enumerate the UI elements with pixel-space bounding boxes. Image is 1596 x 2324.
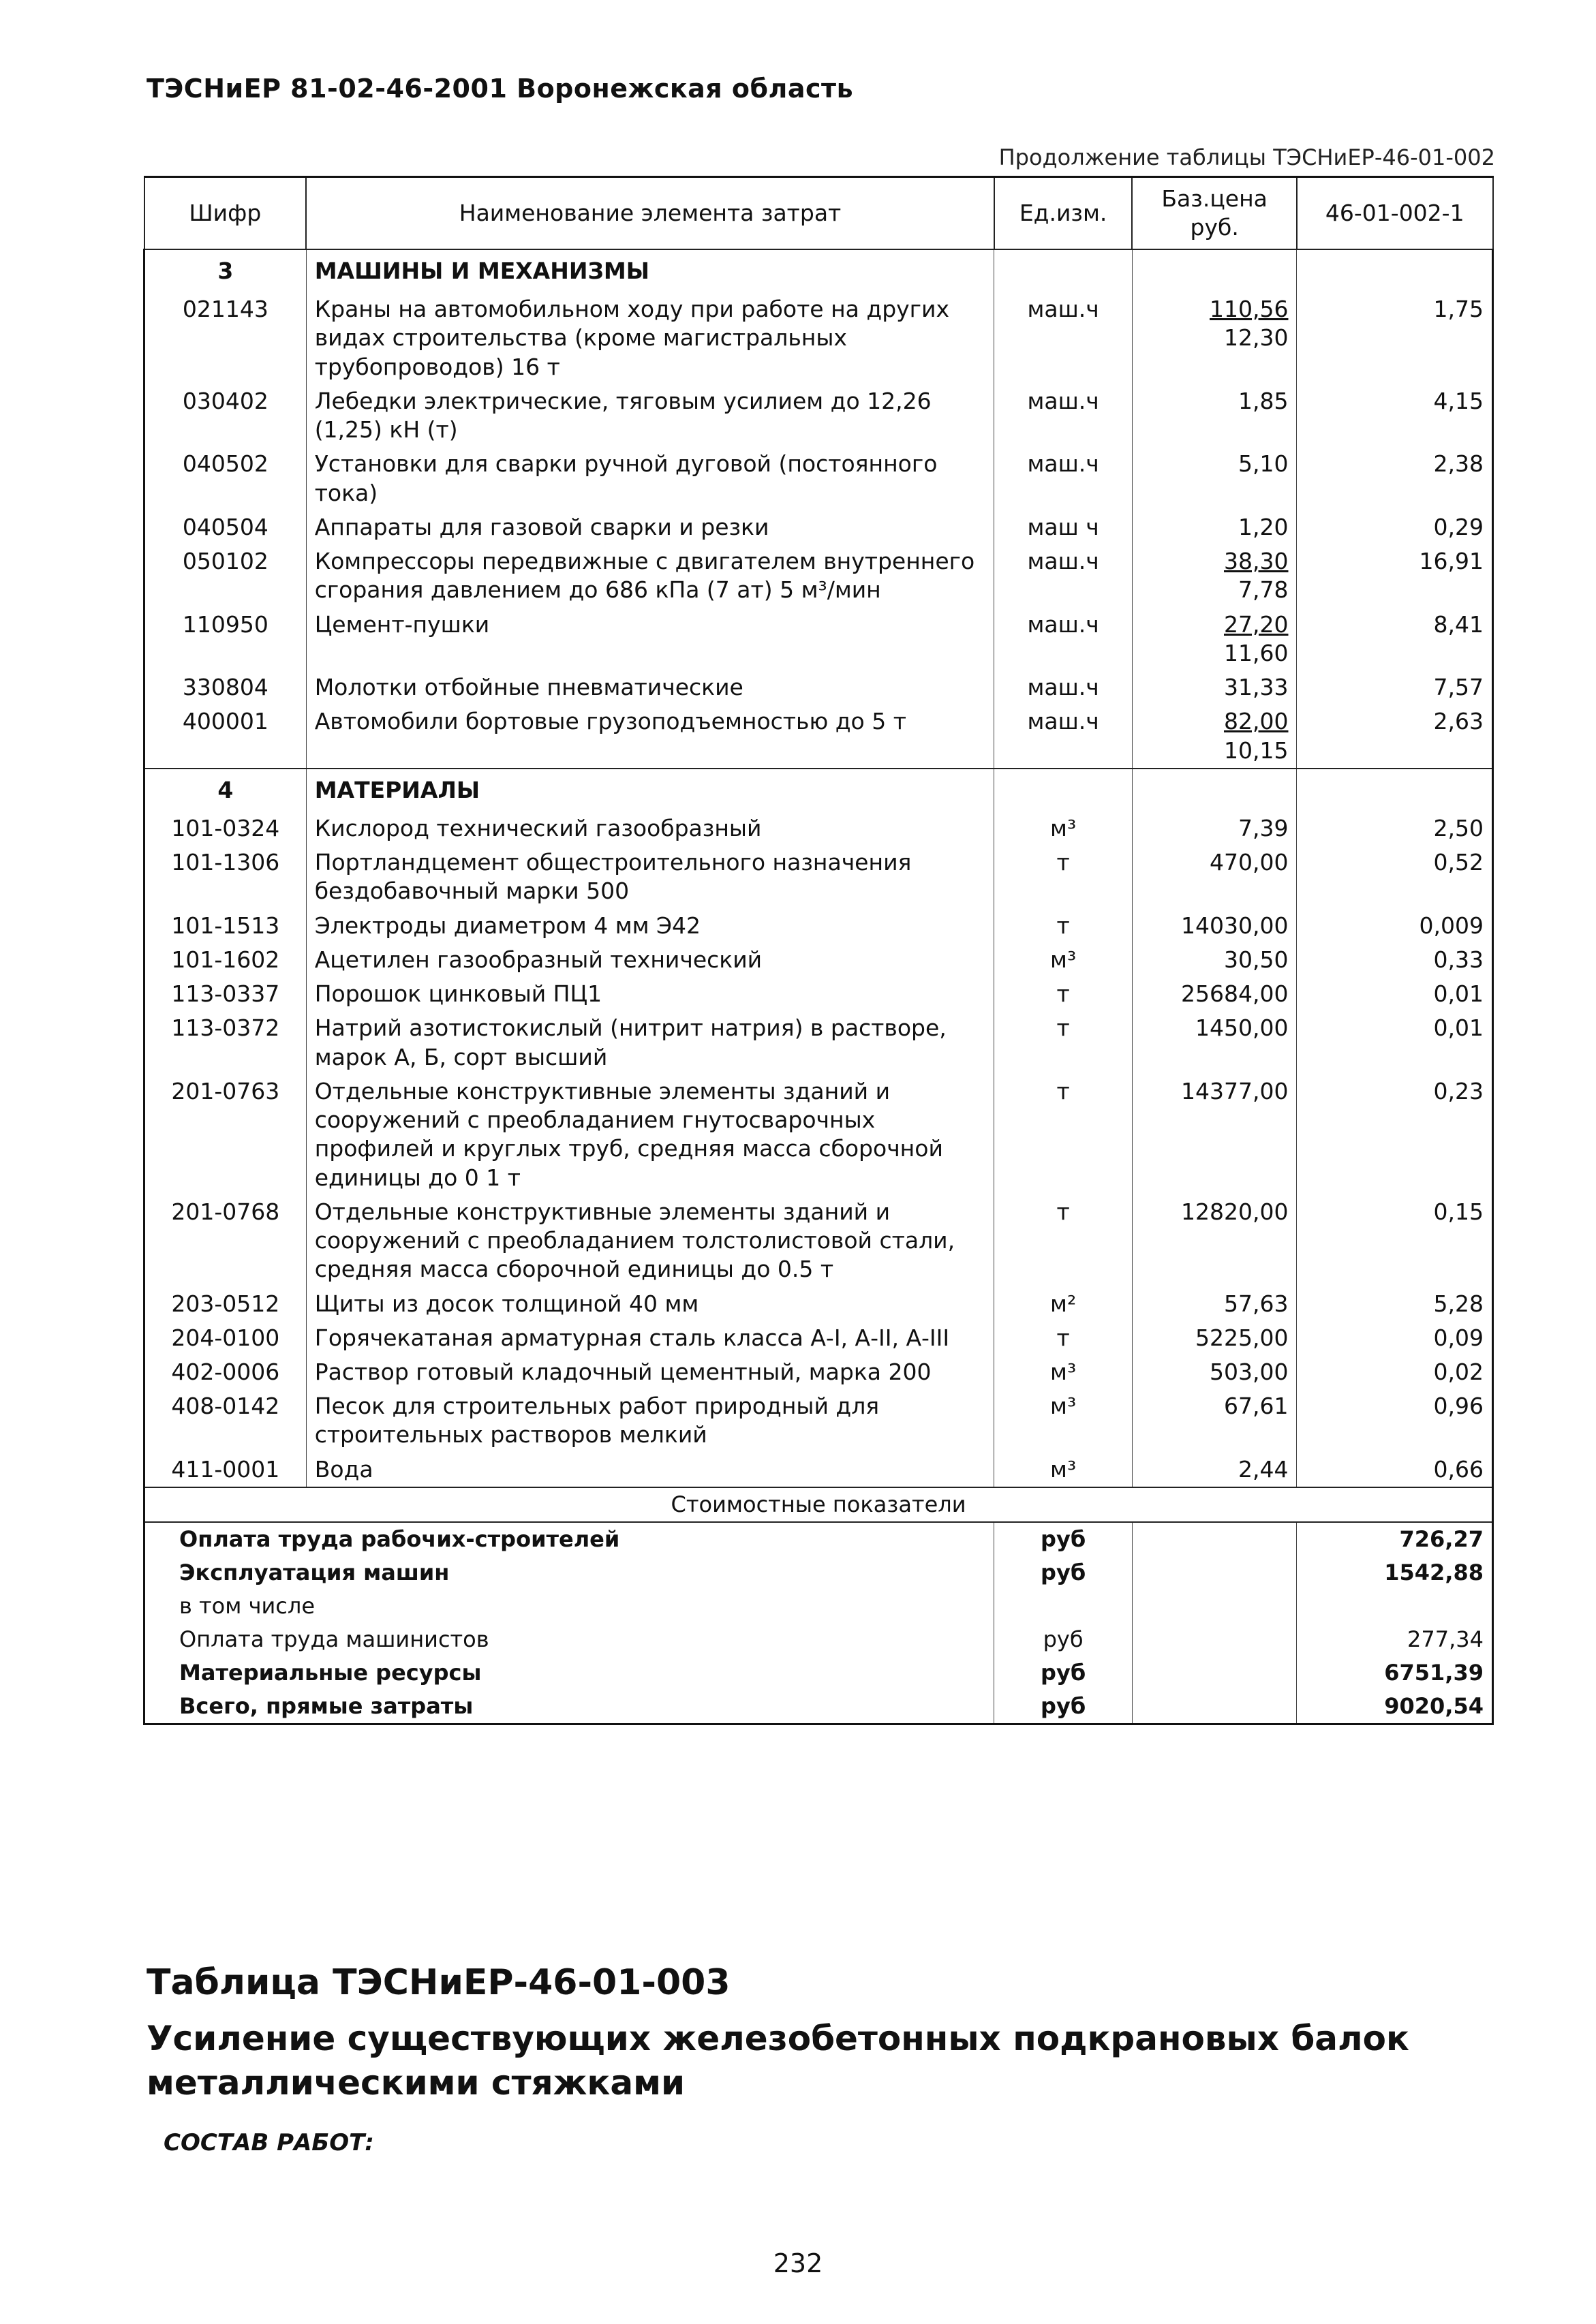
- resource-norm-value: 0,96: [1297, 1389, 1493, 1452]
- resource-norm-value: 1,75: [1297, 292, 1493, 384]
- summary-unit: руб: [994, 1690, 1132, 1724]
- resource-code: 021143: [144, 292, 307, 384]
- table-row: [144, 1321, 1493, 1355]
- table-row: [144, 909, 1493, 943]
- table-row: [144, 384, 1493, 447]
- empty-cell: [1132, 1690, 1297, 1724]
- resource-price: [1132, 608, 1297, 670]
- summary-label: в том числе: [144, 1590, 994, 1623]
- resource-code: 101-0324: [144, 811, 307, 846]
- continuation-note: Продолжение таблицы ТЭСНиЕР-46-01-002: [998, 144, 1495, 170]
- summary-unit: руб: [994, 1522, 1132, 1556]
- resource-norm-value: 8,41: [1297, 608, 1493, 670]
- resource-norm-value: 0,09: [1297, 1321, 1493, 1355]
- empty-cell: [1132, 1623, 1297, 1656]
- resource-code: 408-0142: [144, 1389, 307, 1452]
- empty-cell: [1132, 769, 1297, 811]
- resource-norm-value: 0,01: [1297, 1011, 1493, 1074]
- resource-norm-value: 4,15: [1297, 384, 1493, 447]
- table-row: [144, 1195, 1493, 1287]
- resource-price: [1132, 704, 1297, 768]
- resource-unit: м³: [994, 1355, 1132, 1389]
- price-wage-part: 12,30: [1224, 324, 1289, 352]
- resource-name: Компрессоры передвижные с двигателем внутреннего сгорания давлением до 686 кПа (7 ат) 5 м³/мин: [306, 544, 994, 607]
- price-total: 82,00: [1224, 708, 1289, 735]
- resource-name: Песок для строительных работ природный для строительных растворов мелкий: [306, 1389, 994, 1452]
- resource-name: Отдельные конструктивные элементы зданий и сооружений с преобладанием толстолистовой стали, средняя масса сборочной единицы до 0.5 т: [306, 1195, 994, 1287]
- resource-unit: м³: [994, 1389, 1132, 1452]
- resource-unit: маш.ч: [994, 670, 1132, 704]
- table-row: [144, 811, 1493, 846]
- resource-unit: м³: [994, 943, 1132, 977]
- resource-norm-value: 16,91: [1297, 544, 1493, 607]
- running-header: ТЭСНиЕР 81-02-46-2001 Воронежская область: [147, 74, 854, 104]
- summary-row: [144, 1690, 1493, 1724]
- resource-norm-value: 0,52: [1297, 846, 1493, 908]
- resource-norm-value: 0,66: [1297, 1453, 1493, 1487]
- summary-label: Материальные ресурсы: [144, 1656, 994, 1690]
- table-row: [144, 1287, 1493, 1321]
- resource-norm-value: 0,29: [1297, 510, 1493, 544]
- section-title: МАШИНЫ И МЕХАНИЗМЫ: [306, 249, 994, 292]
- resource-unit: маш.ч: [994, 384, 1132, 447]
- empty-cell: [1132, 1590, 1297, 1623]
- resource-code: 113-0372: [144, 1011, 307, 1074]
- resource-unit: м³: [994, 1453, 1132, 1487]
- resource-code: 101-1306: [144, 846, 307, 908]
- resource-price: 25684,00: [1132, 977, 1297, 1011]
- resource-price: 67,61: [1132, 1389, 1297, 1452]
- summary-title-row: [144, 1487, 1493, 1522]
- resource-norm-value: 2,50: [1297, 811, 1493, 846]
- resource-price: 14377,00: [1132, 1074, 1297, 1195]
- table-header-row: [144, 177, 1493, 250]
- resource-name: Автомобили бортовые грузоподъемностью до 5 т: [306, 704, 994, 768]
- resource-price: [1132, 292, 1297, 384]
- section-header-row: [144, 769, 1493, 811]
- page-number: 232: [773, 2248, 823, 2278]
- resource-name: Щиты из досок толщиной 40 мм: [306, 1287, 994, 1321]
- resource-code: 201-0763: [144, 1074, 307, 1195]
- resource-price: 5225,00: [1132, 1321, 1297, 1355]
- price-wage-part: 10,15: [1224, 737, 1289, 764]
- section-number: 3: [144, 249, 307, 292]
- resource-price: 5,10: [1132, 447, 1297, 510]
- resource-name: Цемент-пушки: [306, 608, 994, 670]
- price-wage-part: 7,78: [1238, 576, 1289, 604]
- col-header-unit: Ед.изм.: [994, 177, 1132, 250]
- empty-cell: [1132, 1522, 1297, 1556]
- resource-table: [143, 176, 1494, 1725]
- table-body: [144, 249, 1493, 1724]
- resource-unit: т: [994, 977, 1132, 1011]
- resource-norm-value: 0,01: [1297, 977, 1493, 1011]
- table-row: [144, 977, 1493, 1011]
- summary-row: [144, 1623, 1493, 1656]
- resource-norm-value: 2,38: [1297, 447, 1493, 510]
- summary-unit: руб: [994, 1623, 1132, 1656]
- resource-code: 411-0001: [144, 1453, 307, 1487]
- summary-row: [144, 1656, 1493, 1690]
- resource-norm-value: 0,02: [1297, 1355, 1493, 1389]
- resource-unit: т: [994, 1195, 1132, 1287]
- resource-code: 204-0100: [144, 1321, 307, 1355]
- empty-cell: [1297, 769, 1493, 811]
- resource-unit: т: [994, 1074, 1132, 1195]
- table-row: [144, 1011, 1493, 1074]
- resource-unit: т: [994, 909, 1132, 943]
- summary-label: Всего, прямые затраты: [144, 1690, 994, 1724]
- resource-code: 040502: [144, 447, 307, 510]
- resource-code: 101-1513: [144, 909, 307, 943]
- resource-name: Порошок цинковый ПЦ1: [306, 977, 994, 1011]
- resource-unit: маш.ч: [994, 704, 1132, 768]
- resource-code: 113-0337: [144, 977, 307, 1011]
- resource-price: 1,20: [1132, 510, 1297, 544]
- resource-code: 050102: [144, 544, 307, 607]
- summary-label: Оплата труда машинистов: [144, 1623, 994, 1656]
- resource-norm-value: 0,33: [1297, 943, 1493, 977]
- summary-row: [144, 1556, 1493, 1590]
- summary-label: Эксплуатация машин: [144, 1556, 994, 1590]
- table-row: [144, 1355, 1493, 1389]
- resource-price: [1132, 544, 1297, 607]
- summary-unit: руб: [994, 1656, 1132, 1690]
- resource-norm-value: 2,63: [1297, 704, 1493, 768]
- summary-row: [144, 1590, 1493, 1623]
- table-row: [144, 943, 1493, 977]
- resource-price: 14030,00: [1132, 909, 1297, 943]
- resource-price: 30,50: [1132, 943, 1297, 977]
- table-row: [144, 704, 1493, 768]
- works-composition-label: СОСТАВ РАБОТ:: [164, 2129, 374, 2156]
- col-header-price: Баз.цена руб.: [1132, 177, 1297, 250]
- resource-name: Натрий азотистокислый (нитрит натрия) в растворе, марок А, Б, сорт высший: [306, 1011, 994, 1074]
- col-header-norm: 46-01-002-1: [1297, 177, 1493, 250]
- next-table-subtitle: Усиление существующих железобетонных подкрановых балок металлическими стяжками: [147, 2019, 1409, 2103]
- summary-row: [144, 1522, 1493, 1556]
- table-row: [144, 292, 1493, 384]
- resource-name: Раствор готовый кладочный цементный, марка 200: [306, 1355, 994, 1389]
- resource-norm-value: 0,009: [1297, 909, 1493, 943]
- table-row: [144, 1453, 1493, 1487]
- price-wage-part: 11,60: [1224, 639, 1289, 666]
- summary-label: Оплата труда рабочих-строителей: [144, 1522, 994, 1556]
- resource-code: 330804: [144, 670, 307, 704]
- table-row: [144, 846, 1493, 908]
- empty-cell: [1132, 249, 1297, 292]
- resource-name: Кислород технический газообразный: [306, 811, 994, 846]
- resource-unit: т: [994, 1321, 1132, 1355]
- resource-price: 31,33: [1132, 670, 1297, 704]
- empty-cell: [1132, 1556, 1297, 1590]
- empty-cell: [1297, 249, 1493, 292]
- resource-code: 110950: [144, 608, 307, 670]
- resource-unit: маш.ч: [994, 608, 1132, 670]
- col-header-name: Наименование элемента затрат: [306, 177, 994, 250]
- resource-price: 7,39: [1132, 811, 1297, 846]
- price-total: 38,30: [1224, 548, 1289, 575]
- resource-code: 040504: [144, 510, 307, 544]
- resource-name: Краны на автомобильном ходу при работе на других видах строительства (кроме магистральных трубопроводов) 16 т: [306, 292, 994, 384]
- resource-price: 2,44: [1132, 1453, 1297, 1487]
- resource-name: Портландцемент общестроительного назначения бездобавочный марки 500: [306, 846, 994, 908]
- resource-name: Вода: [306, 1453, 994, 1487]
- summary-unit: руб: [994, 1556, 1132, 1590]
- resource-code: 030402: [144, 384, 307, 447]
- resource-price: 12820,00: [1132, 1195, 1297, 1287]
- resource-code: 402-0006: [144, 1355, 307, 1389]
- resource-unit: маш ч: [994, 510, 1132, 544]
- resource-name: Горячекатаная арматурная сталь класса А-I, А-II, А-III: [306, 1321, 994, 1355]
- resource-name: Аппараты для газовой сварки и резки: [306, 510, 994, 544]
- table-row: [144, 1389, 1493, 1452]
- resource-norm-value: 7,57: [1297, 670, 1493, 704]
- empty-cell: [1132, 1656, 1297, 1690]
- resource-code: 101-1602: [144, 943, 307, 977]
- summary-value: [1297, 1590, 1493, 1623]
- table-row: [144, 608, 1493, 670]
- section-number: 4: [144, 769, 307, 811]
- summary-unit: [994, 1590, 1132, 1623]
- table-row: [144, 447, 1493, 510]
- summary-value: 277,34: [1297, 1623, 1493, 1656]
- resource-unit: маш.ч: [994, 292, 1132, 384]
- resource-unit: м³: [994, 811, 1132, 846]
- resource-name: Молотки отбойные пневматические: [306, 670, 994, 704]
- empty-cell: [994, 769, 1132, 811]
- resource-unit: маш.ч: [994, 447, 1132, 510]
- price-total: 27,20: [1224, 610, 1289, 638]
- resource-name: Лебедки электрические, тяговым усилием до 12,26 (1,25) кН (т): [306, 384, 994, 447]
- table-row: [144, 670, 1493, 704]
- resource-price: 1450,00: [1132, 1011, 1297, 1074]
- resource-name: Установки для сварки ручной дуговой (постоянного тока): [306, 447, 994, 510]
- col-header-code: Шифр: [144, 177, 307, 250]
- resource-price: 503,00: [1132, 1355, 1297, 1389]
- resource-unit: маш.ч: [994, 544, 1132, 607]
- resource-norm-value: 5,28: [1297, 1287, 1493, 1321]
- summary-value: 726,27: [1297, 1522, 1493, 1556]
- resource-norm-value: 0,15: [1297, 1195, 1493, 1287]
- summary-value: 1542,88: [1297, 1556, 1493, 1590]
- empty-cell: [994, 249, 1132, 292]
- resource-unit: т: [994, 1011, 1132, 1074]
- resource-price: 57,63: [1132, 1287, 1297, 1321]
- table-row: [144, 1074, 1493, 1195]
- table-row: [144, 544, 1493, 607]
- resource-name: Отдельные конструктивные элементы зданий и сооружений с преобладанием гнутосварочных профилей и круглых труб, средняя масса сборочной единицы до 0 1 т: [306, 1074, 994, 1195]
- section-header-row: [144, 249, 1493, 292]
- resource-price: 1,85: [1132, 384, 1297, 447]
- resource-code: 400001: [144, 704, 307, 768]
- resource-code: 203-0512: [144, 1287, 307, 1321]
- price-total: 110,56: [1210, 296, 1289, 323]
- resource-price: 470,00: [1132, 846, 1297, 908]
- resource-name: Ацетилен газообразный технический: [306, 943, 994, 977]
- table-row: [144, 510, 1493, 544]
- resource-code: 201-0768: [144, 1195, 307, 1287]
- next-table-title: Таблица ТЭСНиЕР-46-01-003: [147, 1962, 731, 2003]
- resource-unit: т: [994, 846, 1132, 908]
- summary-value: 9020,54: [1297, 1690, 1493, 1724]
- resource-norm-value: 0,23: [1297, 1074, 1493, 1195]
- resource-name: Электроды диаметром 4 мм Э42: [306, 909, 994, 943]
- resource-unit: м²: [994, 1287, 1132, 1321]
- summary-title: Стоимостные показатели: [144, 1487, 1493, 1522]
- section-title: МАТЕРИАЛЫ: [306, 769, 994, 811]
- summary-value: 6751,39: [1297, 1656, 1493, 1690]
